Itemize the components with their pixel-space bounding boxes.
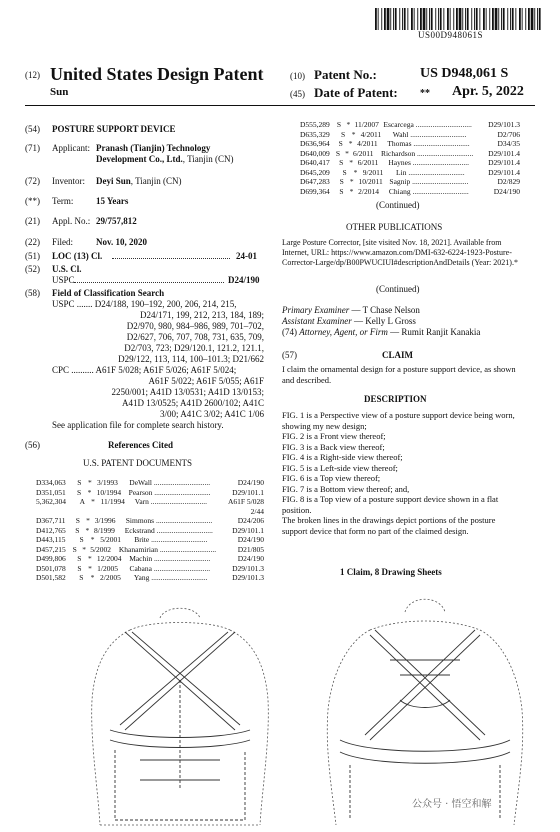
back-view-straps	[110, 632, 250, 820]
reference-s: *	[345, 148, 349, 158]
barcode-bar	[489, 8, 490, 30]
reference-cls: D2/706	[497, 129, 521, 139]
barcode-bar	[515, 8, 516, 30]
text-line: CPC .......... A61F 5/028; A61F 5/026; A61F 5/024;	[52, 365, 237, 375]
applicant-location: , Tianjin (CN)	[182, 154, 234, 164]
text-line: 2250/001; A41D 13/0531; A41D 13/0153;	[111, 387, 264, 397]
barcode-bar	[492, 8, 494, 30]
us-cl-uspc-value: D24/190	[228, 275, 260, 285]
reference-cls: D29/101.1	[232, 525, 264, 535]
description-line: FIG. 6 is a Top view thereof;	[282, 473, 381, 483]
reference-cls: A61F 5/028	[227, 497, 264, 506]
reference-no: D636,964	[300, 139, 330, 148]
reference-cls: D24/206	[237, 516, 264, 525]
text-line: A61F 5/022; A61F 5/055; A61F	[148, 376, 264, 386]
reference-name: Lin ..............................	[396, 167, 465, 177]
reference-s: *	[82, 544, 86, 554]
barcode-bar	[450, 8, 451, 30]
reference-no: D501,582	[36, 573, 66, 582]
patent-number: US D948,061 S	[420, 66, 509, 81]
header-code-12: (12)	[25, 70, 40, 80]
reference-k: S	[76, 487, 82, 497]
barcode-bar	[525, 8, 526, 30]
field-72-code: (72)	[25, 176, 40, 186]
reference-row	[36, 573, 264, 583]
field-52-code: (52)	[25, 264, 40, 274]
barcode-bar	[512, 8, 514, 30]
reference-s: *	[87, 487, 92, 497]
text-line: D2/703, 723; D29/120.1, 121.2, 121.1,	[124, 343, 264, 353]
watermark: 公众号 · 悟空和解	[412, 799, 492, 810]
us-cl-leader-dots	[74, 282, 224, 283]
field-of-search-uspc	[52, 299, 264, 365]
barcode-bar	[426, 8, 427, 30]
filed-label: Filed:	[52, 237, 74, 247]
reference-row	[36, 564, 264, 574]
reference-date: 11/1994	[100, 497, 125, 506]
primary-examiner-label: Primary Examiner	[282, 305, 350, 315]
description-line: FIG. 4 is a Right-side view thereof;	[282, 452, 403, 462]
description-title: DESCRIPTION	[364, 394, 427, 404]
reference-cls: D29/101.3	[232, 573, 264, 582]
reference-date: 2/2014	[358, 186, 379, 196]
reference-s: *	[91, 497, 95, 506]
field-54-code: (54)	[25, 124, 40, 134]
reference-row	[36, 507, 264, 517]
barcode-bar	[431, 8, 433, 30]
assistant-examiner-label: Assistant Examiner	[282, 316, 352, 326]
other-publications-text: Large Posture Corrector, [site visited Nov. 18, 2021]. Available from Internet, URL: https://www.amazon.com/DMI-632-6224-1923-Posture-Corrector-Large/dp/B00PWUCIUI#descriptionAndDetails (Year: 2021).*	[282, 238, 518, 267]
reference-date: 10/1994	[96, 487, 122, 497]
reference-cls: D2/829	[497, 177, 520, 186]
appl-no-label: Appl. No.:	[52, 216, 91, 226]
barcode-bar	[539, 8, 541, 30]
header-code-10: (10)	[290, 71, 305, 81]
barcode-bar	[522, 8, 523, 30]
reference-k: S	[341, 129, 346, 139]
applicant-line-2	[96, 154, 234, 165]
barcode-bar	[384, 8, 386, 30]
attorney-label: Attorney, Agent, or Firm	[299, 327, 388, 337]
reference-cls: D34/35	[497, 139, 520, 148]
reference-date: 1/2005	[97, 563, 118, 573]
barcode-bar	[404, 8, 406, 30]
text-line: D2/627, 706, 707, 708, 731, 635, 709,	[126, 332, 264, 342]
barcode-bar	[501, 8, 502, 30]
barcode-bar	[519, 8, 521, 30]
reference-k: S	[77, 478, 82, 487]
claim-code: (57)	[282, 350, 297, 360]
reference-date: 11/2007	[354, 120, 379, 129]
reference-s: *	[349, 158, 354, 167]
barcode-bar	[486, 8, 487, 30]
reference-k: S	[339, 186, 344, 196]
reference-s: *	[348, 139, 353, 148]
reference-k: S	[77, 554, 82, 563]
barcode-bar	[414, 8, 415, 30]
reference-k: S	[77, 563, 82, 573]
patent-drawing	[70, 590, 530, 825]
reference-name: Sagnip ..............................	[389, 177, 469, 186]
us-patent-documents-label: U.S. PATENT DOCUMENTS	[83, 458, 193, 468]
reference-no: D640,417	[300, 158, 330, 167]
claim-text: I claim the ornamental design for a posture support device, as shown and described.	[282, 364, 516, 385]
reference-no: D499,806	[36, 554, 66, 563]
reference-name: Escarcega ..............................	[383, 120, 472, 129]
patent-title: POSTURE SUPPORT DEVICE	[52, 124, 176, 134]
reference-s: *	[349, 186, 354, 196]
reference-cls: D29/101.4	[488, 148, 520, 158]
reference-name: DeWall ..............................	[129, 478, 211, 487]
other-publications-title: OTHER PUBLICATIONS	[346, 222, 443, 232]
perspective-view-figure	[327, 599, 522, 825]
text-line: A41D 13/0525; A41D 2600/102; A41C	[121, 398, 264, 408]
reference-cls: D24/190	[493, 186, 521, 196]
reference-k	[82, 507, 94, 517]
reference-row	[300, 177, 520, 187]
barcode-bar	[534, 8, 535, 30]
barcode-bar	[456, 8, 458, 30]
reference-k: S	[342, 167, 347, 177]
reference-row	[300, 149, 520, 159]
reference-date: 8/1999	[94, 525, 115, 535]
barcode-bar	[537, 8, 538, 30]
reference-no: D645,209	[300, 167, 330, 177]
reference-date: 5/2002	[90, 544, 112, 554]
reference-date: 9/2011	[362, 167, 384, 177]
description-line: FIG. 2 is a Front view thereof;	[282, 431, 386, 441]
reference-s	[94, 507, 104, 517]
header-rule	[25, 105, 535, 106]
description-body	[282, 410, 522, 536]
reference-cls: D29/101.1	[232, 487, 264, 497]
barcode-bar	[402, 8, 403, 30]
description-line: FIG. 7 is a Bottom view thereof; and,	[282, 483, 410, 494]
reference-k: S	[79, 573, 84, 582]
barcode-bar	[438, 8, 439, 30]
reference-k: S	[75, 525, 80, 535]
barcode-bar	[474, 8, 475, 30]
reference-s: *	[351, 129, 356, 139]
field-22-code: (22)	[25, 237, 40, 247]
claim-title: CLAIM	[382, 350, 413, 360]
reference-name	[140, 507, 204, 517]
primary-examiner	[282, 305, 420, 316]
left-reference-table	[36, 478, 264, 583]
reference-name: Brite ..............................	[134, 535, 208, 544]
text-line: D2/970, 980, 984–986, 989, 701–702,	[126, 321, 264, 331]
reference-name: Wahl ..............................	[392, 129, 467, 139]
barcode-bar	[495, 8, 498, 30]
publications-continued: (Continued)	[376, 284, 420, 294]
reference-cls: D24/190	[237, 535, 264, 544]
us-cl-label: U.S. Cl.	[52, 264, 82, 274]
barcode-bar	[479, 8, 480, 30]
reference-k: S	[339, 158, 344, 167]
reference-name: Chiang ..............................	[388, 186, 469, 196]
reference-k: S	[338, 139, 343, 148]
reference-name: Richardson ..............................	[380, 148, 474, 158]
reference-s: *	[87, 554, 92, 563]
barcode-bar	[510, 8, 511, 30]
reference-cls: D29/101.4	[488, 158, 520, 167]
barcode-bar	[531, 8, 534, 30]
reference-s: *	[90, 573, 95, 582]
applicant-label: Applicant:	[52, 143, 90, 153]
term-value: 15 Years	[96, 196, 129, 206]
barcode-bar	[476, 8, 478, 30]
reference-date: 4/2011	[357, 139, 378, 148]
references-continued: (Continued)	[376, 200, 420, 210]
reference-k: S	[72, 544, 77, 554]
patent-type-title: United States Design Patent	[50, 64, 264, 84]
reference-s: *	[85, 525, 90, 535]
reference-date: 3/1996	[94, 516, 116, 525]
reference-name: Khanamirian ..............................	[118, 544, 217, 554]
us-cl-uspc-label: USPC	[52, 275, 75, 285]
reference-s: *	[346, 120, 351, 129]
reference-row	[300, 120, 520, 130]
reference-date: 12/2004	[96, 554, 122, 563]
barcode-bar	[375, 8, 377, 30]
reference-date: 4/2011	[360, 129, 382, 139]
reference-name: Pearson ..............................	[128, 487, 211, 497]
reference-s: *	[86, 516, 90, 525]
field-term-code: (**)	[25, 196, 40, 206]
reference-date: 6/2011	[357, 158, 379, 167]
reference-name: Machin ..............................	[129, 554, 211, 563]
reference-k: S	[336, 120, 342, 129]
inventor-short-name: Sun	[50, 86, 69, 98]
reference-no: D412,765	[36, 525, 66, 535]
barcode-bar	[498, 8, 499, 30]
barcode-bar	[528, 8, 530, 30]
reference-no: D640,009	[300, 148, 330, 158]
barcode-bar	[387, 8, 390, 30]
reference-row	[300, 158, 520, 168]
barcode-bar	[393, 8, 394, 30]
description-line: The broken lines in the drawings depict portions of the posture support device that form no part of the claimed design.	[282, 515, 496, 536]
barcode-bar	[390, 8, 391, 30]
loc-label: LOC (13) Cl.	[52, 251, 103, 261]
field-56-code: (56)	[25, 440, 40, 450]
date-of-patent: Apr. 5, 2022	[452, 84, 524, 99]
right-reference-table	[300, 120, 520, 196]
field-of-search-label: Field of Classification Search	[52, 288, 165, 298]
reference-name: Simmons ..............................	[125, 516, 213, 525]
text-line: D24/171, 199, 212, 213, 184, 189;	[139, 310, 264, 320]
reference-row	[300, 139, 520, 149]
barcode-bar	[440, 8, 442, 30]
filed-value: Nov. 10, 2020	[96, 237, 148, 247]
reference-s: *	[90, 535, 95, 544]
reference-no: D699,364	[300, 186, 330, 196]
references-cited-label: References Cited	[108, 440, 174, 450]
barcode-bar	[503, 8, 505, 30]
reference-s: *	[88, 563, 92, 573]
reference-no: D555,289	[300, 120, 330, 129]
reference-name: Eckstrand ..............................	[124, 525, 213, 535]
reference-row	[36, 478, 264, 488]
barcode-bar	[453, 8, 454, 30]
barcode-bar	[378, 8, 379, 30]
reference-cls: D29/101.3	[232, 563, 264, 573]
reference-row	[300, 130, 520, 140]
barcode-bar	[381, 8, 382, 30]
term-label: Term:	[52, 196, 74, 206]
reference-no: D351,051	[36, 487, 66, 497]
reference-name: Thomas ..............................	[387, 139, 470, 148]
primary-examiner-name: — T Chase Nelson	[349, 305, 420, 315]
attorney-line	[282, 327, 480, 338]
reference-date: 2/2005	[100, 573, 121, 582]
barcode-bar	[443, 8, 444, 30]
inventor-value	[96, 176, 182, 187]
perspective-view-straps	[340, 630, 510, 820]
text-line: D29/122, 113, 114, 100–101.3; D21/662	[118, 354, 264, 364]
text-line: USPC ....... D24/188, 190–192, 200, 206, 214, 215,	[52, 299, 237, 309]
date-of-patent-label: Date of Patent:	[314, 85, 398, 100]
reference-s: *	[349, 177, 354, 186]
header-code-45: (45)	[290, 89, 305, 99]
reference-no: D367,711	[36, 516, 66, 525]
reference-cls: D24/190	[237, 554, 264, 563]
barcode-bar	[507, 8, 508, 30]
assistant-examiner	[282, 316, 416, 327]
applicant-line-1: Pranash (Tianjin) Technology	[96, 143, 211, 153]
barcode-bar	[407, 8, 408, 30]
reference-no: D501,078	[36, 563, 66, 573]
reference-date: 10/2011	[358, 177, 383, 186]
reference-k: A	[79, 497, 86, 506]
reference-row	[36, 526, 264, 536]
barcode-bar	[423, 8, 426, 30]
text-line: 3/00; A41C 3/02; A41C 1/06	[159, 409, 264, 419]
reference-date: 5/2001	[100, 535, 122, 544]
barcode-bar	[471, 8, 472, 30]
reference-k: S	[79, 535, 84, 544]
field-51-code: (51)	[25, 251, 40, 261]
reference-row	[300, 168, 520, 178]
reference-k: S	[75, 516, 80, 525]
reference-row	[36, 516, 264, 526]
reference-no: D334,063	[36, 478, 66, 487]
patent-no-label: Patent No.:	[314, 67, 377, 82]
reference-cls: D29/101.4	[488, 167, 520, 177]
barcode	[375, 8, 545, 30]
description-line: FIG. 8 is a Top view of a posture support device shown in a flat position.	[282, 494, 499, 515]
barcode-bar	[429, 8, 430, 30]
reference-k: S	[335, 148, 340, 158]
reference-name: Cabana ..............................	[129, 563, 211, 573]
loc-value: 24-01	[236, 251, 257, 261]
reference-no: D443,115	[36, 535, 66, 544]
reference-name: Varn ..............................	[134, 497, 208, 506]
search-history-note: See application file for complete search history.	[52, 420, 224, 430]
loc-leader-dots	[112, 258, 230, 259]
description-line: FIG. 3 is a Back view thereof;	[282, 441, 385, 452]
claims-sheets-count: 1 Claim, 8 Drawing Sheets	[340, 567, 442, 577]
reference-cls: D24/190	[237, 478, 264, 487]
barcode-bar	[399, 8, 400, 30]
reference-date: 6/2011	[352, 148, 374, 158]
reference-cls: D29/101.3	[488, 120, 520, 129]
reference-row	[36, 545, 264, 555]
barcode-bar	[462, 8, 463, 30]
attorney-name: — Rumit Ranjit Kanakia	[387, 327, 481, 337]
reference-cls: 2/44	[250, 506, 264, 516]
assistant-examiner-name: — Kelly L Gross	[351, 316, 416, 326]
reference-s: *	[88, 478, 92, 487]
barcode-bar	[435, 8, 436, 30]
reference-row	[36, 535, 264, 545]
field-21-code: (21)	[25, 216, 40, 226]
reference-s: *	[353, 167, 358, 177]
barcode-bar	[459, 8, 462, 30]
reference-row	[300, 187, 520, 197]
reference-no: D647,283	[300, 177, 330, 186]
appl-no-value: 29/757,812	[96, 216, 137, 226]
field-71-code: (71)	[25, 143, 40, 153]
barcode-bar	[465, 8, 466, 30]
barcode-bar	[395, 8, 397, 30]
reference-name: Haynes ..............................	[388, 158, 470, 167]
description-line: FIG. 5 is a Left-side view thereof;	[282, 462, 398, 473]
applicant-company: Development Co., Ltd.	[96, 154, 183, 164]
reference-cls: D21/805	[237, 544, 264, 554]
inventor-label: Inventor:	[52, 176, 85, 186]
reference-no: D457,215	[36, 544, 66, 554]
field-of-search-cpc	[52, 365, 264, 420]
description-line: FIG. 1 is a Perspective view of a posture support device being worn, showing my new design;	[282, 410, 515, 431]
barcode-bar	[483, 8, 485, 30]
reference-date: 3/1993	[97, 478, 118, 487]
reference-row	[36, 554, 264, 564]
barcode-bar	[420, 8, 422, 30]
barcode-bar	[447, 8, 449, 30]
reference-no	[36, 507, 82, 517]
reference-row	[36, 497, 264, 507]
field-58-code: (58)	[25, 288, 40, 298]
attorney-code: (74)	[282, 327, 297, 337]
reference-date	[104, 507, 140, 517]
inventor-name: Deyi Sun	[96, 176, 131, 186]
reference-no: D635,329	[300, 129, 330, 139]
barcode-bar	[411, 8, 413, 30]
barcode-number: US00D948061S	[418, 30, 484, 40]
reference-k: S	[339, 177, 344, 186]
reference-row	[36, 488, 264, 498]
reference-name: Yang ..............................	[133, 573, 208, 582]
date-stars: **	[420, 88, 430, 99]
reference-no: 5,362,304	[36, 497, 66, 506]
barcode-bar	[467, 8, 469, 30]
barcode-bar	[417, 8, 418, 30]
inventor-location: , Tianjin (CN)	[130, 176, 182, 186]
